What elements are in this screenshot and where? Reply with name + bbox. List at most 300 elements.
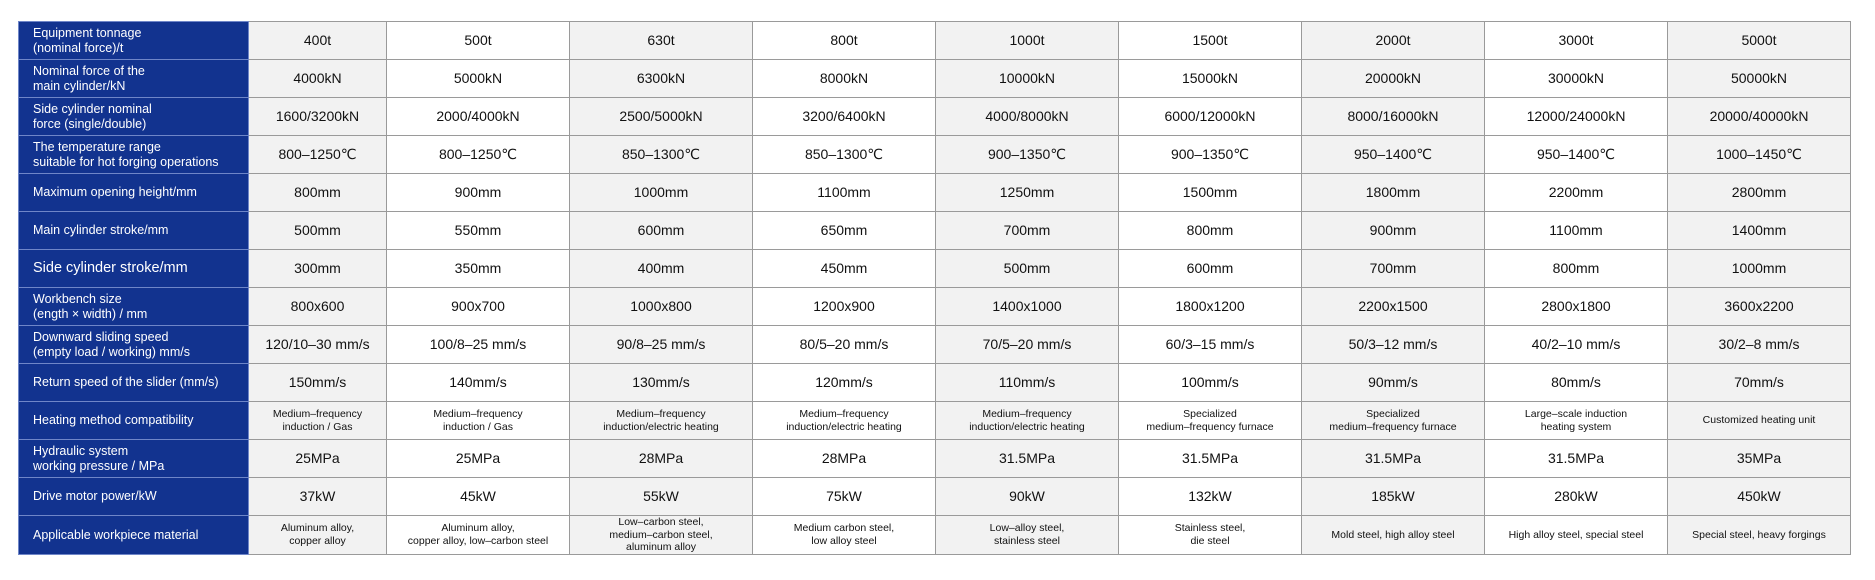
table-cell: [753, 60, 936, 98]
cell-line: 6000/12000kN: [1164, 108, 1256, 125]
table-cell: [1119, 288, 1302, 326]
table-cell: [1302, 288, 1485, 326]
cell-line: 1800x1200: [1175, 298, 1245, 315]
table-cell: [1119, 212, 1302, 250]
row-header: [19, 516, 249, 555]
row-header: [19, 60, 249, 98]
cell-line: Large–scale induction: [1524, 407, 1628, 420]
table-cell: [570, 288, 753, 326]
cell-line: 800mm: [1552, 260, 1600, 277]
table-cell: [1668, 402, 1851, 440]
table-cell: [570, 478, 753, 516]
cell-line: 40/2–10 mm/s: [1531, 336, 1621, 353]
cell-line: 280kW: [1554, 488, 1598, 505]
table-cell: [753, 288, 936, 326]
row-header: [19, 478, 249, 516]
cell-line: 450kW: [1737, 488, 1781, 505]
cell-line: 8000kN: [819, 70, 869, 87]
cell-line: 2000t: [1375, 32, 1411, 49]
table-cell: [1668, 212, 1851, 250]
table-cell: [936, 136, 1119, 174]
cell-line: 6300kN: [636, 70, 686, 87]
table-cell: [570, 326, 753, 364]
cell-line: 2800x1800: [1541, 298, 1611, 315]
table-cell: [570, 174, 753, 212]
table-cell: [1119, 60, 1302, 98]
cell-line: low alloy steel: [811, 534, 877, 547]
cell-line: 650mm: [820, 222, 868, 239]
table-cell: [1485, 478, 1668, 516]
cell-line: 3600x2200: [1724, 298, 1794, 315]
table-cell: [249, 326, 387, 364]
table-cell: [1485, 60, 1668, 98]
cell-line: 850–1300℃: [621, 146, 700, 163]
table-cell: [936, 364, 1119, 402]
table-cell: [936, 288, 1119, 326]
table-cell: [387, 136, 570, 174]
table-cell: [1485, 364, 1668, 402]
cell-line: 800t: [830, 32, 858, 49]
row-header-line: Maximum opening height/mm: [33, 185, 197, 200]
row-header-line: working pressure / MPa: [33, 458, 165, 473]
table-cell: [753, 326, 936, 364]
table-cell: [1119, 440, 1302, 478]
table-cell: [753, 478, 936, 516]
row-header-line: (empty load / working) mm/s: [33, 344, 190, 359]
table-cell: [936, 98, 1119, 136]
cell-line: 1000mm: [1731, 260, 1787, 277]
cell-line: 80/5–20 mm/s: [799, 336, 889, 353]
cell-line: 1000x800: [630, 298, 692, 315]
table-cell: [249, 174, 387, 212]
table-cell: [1119, 364, 1302, 402]
table-cell: [936, 440, 1119, 478]
row-header-line: Downward sliding speed: [33, 330, 169, 345]
table-cell: [936, 478, 1119, 516]
cell-line: 8000/16000kN: [1347, 108, 1439, 125]
table-cell: [1485, 212, 1668, 250]
row-header-line: The temperature range: [33, 140, 161, 155]
cell-line: copper alloy: [289, 534, 346, 547]
table-cell: [1119, 98, 1302, 136]
cell-line: 185kW: [1371, 488, 1415, 505]
cell-line: 20000/40000kN: [1709, 108, 1809, 125]
cell-line: medium–carbon steel,: [609, 528, 713, 541]
table-cell: [1302, 60, 1485, 98]
table-cell: [1668, 22, 1851, 60]
cell-line: 50000kN: [1730, 70, 1788, 87]
cell-line: 2200x1500: [1358, 298, 1428, 315]
cell-line: 450mm: [820, 260, 868, 277]
cell-line: 12000/24000kN: [1526, 108, 1626, 125]
table-cell: [1668, 174, 1851, 212]
cell-line: 1500mm: [1182, 184, 1238, 201]
table-cell: [1668, 250, 1851, 288]
table-cell: [1302, 402, 1485, 440]
cell-line: 700mm: [1003, 222, 1051, 239]
table-cell: [936, 22, 1119, 60]
table-cell: [753, 516, 936, 555]
cell-line: 500mm: [1003, 260, 1051, 277]
row-header-line: (nominal force)/t: [33, 40, 124, 55]
cell-line: 1200x900: [813, 298, 875, 315]
row-header-line: Applicable workpiece material: [33, 527, 199, 542]
cell-line: 120mm/s: [815, 374, 873, 391]
table-cell: [387, 364, 570, 402]
cell-line: 28MPa: [821, 450, 867, 467]
table-cell: [570, 22, 753, 60]
cell-line: 800mm: [1186, 222, 1234, 239]
row-header-line: Return speed of the slider (mm/s): [33, 375, 219, 390]
cell-line: induction / Gas: [282, 420, 353, 433]
table-cell: [570, 516, 753, 555]
cell-line: copper alloy, low–carbon steel: [407, 534, 549, 547]
table-cell: [387, 174, 570, 212]
table-row: [19, 440, 1851, 478]
table-cell: [1302, 174, 1485, 212]
table-row: [19, 212, 1851, 250]
table-cell: [1668, 326, 1851, 364]
cell-line: 90kW: [1009, 488, 1045, 505]
cell-line: 90/8–25 mm/s: [616, 336, 706, 353]
table-cell: [1302, 250, 1485, 288]
cell-line: 3000t: [1558, 32, 1594, 49]
table-cell: [1668, 516, 1851, 555]
table-cell: [753, 364, 936, 402]
table-cell: [1302, 440, 1485, 478]
table-row: [19, 250, 1851, 288]
table-cell: [1119, 326, 1302, 364]
cell-line: 1000t: [1009, 32, 1045, 49]
row-header-line: Side cylinder stroke/mm: [33, 260, 188, 277]
cell-line: Medium–frequency: [799, 407, 889, 420]
table-cell: [1485, 440, 1668, 478]
cell-line: 2800mm: [1731, 184, 1787, 201]
table-cell: [1302, 478, 1485, 516]
table-cell: [249, 98, 387, 136]
table-cell: [936, 516, 1119, 555]
table-cell: [1485, 98, 1668, 136]
cell-line: medium–frequency furnace: [1146, 420, 1274, 433]
cell-line: 700mm: [1369, 260, 1417, 277]
table-cell: [570, 136, 753, 174]
row-header-line: suitable for hot forging operations: [33, 154, 219, 169]
cell-line: 900–1350℃: [1170, 146, 1249, 163]
table-cell: [1668, 478, 1851, 516]
spec-table-container: [18, 21, 1850, 555]
cell-line: Medium–frequency: [616, 407, 706, 420]
table-cell: [249, 60, 387, 98]
cell-line: 25MPa: [455, 450, 501, 467]
row-header: [19, 212, 249, 250]
cell-line: 100mm/s: [1181, 374, 1239, 391]
table-cell: [753, 402, 936, 440]
table-cell: [249, 136, 387, 174]
table-cell: [570, 364, 753, 402]
cell-line: 3200/6400kN: [802, 108, 886, 125]
table-cell: [1485, 516, 1668, 555]
row-header-line: Hydraulic system: [33, 444, 129, 459]
cell-line: Aluminum alloy,: [280, 522, 355, 535]
cell-line: 950–1400℃: [1353, 146, 1432, 163]
cell-line: 1400mm: [1731, 222, 1787, 239]
table-cell: [249, 402, 387, 440]
cell-line: 10000kN: [998, 70, 1056, 87]
table-cell: [249, 212, 387, 250]
cell-line: 132kW: [1188, 488, 1232, 505]
cell-line: 2000/4000kN: [436, 108, 520, 125]
table-cell: [387, 478, 570, 516]
table-row: [19, 402, 1851, 440]
row-header-line: Workbench size: [33, 292, 122, 307]
cell-line: 37kW: [299, 488, 336, 505]
cell-line: 100/8–25 mm/s: [429, 336, 527, 353]
table-cell: [753, 212, 936, 250]
table-cell: [1302, 516, 1485, 555]
row-header: [19, 250, 249, 288]
cell-line: 1000mm: [633, 184, 689, 201]
table-cell: [1485, 326, 1668, 364]
table-cell: [1119, 516, 1302, 555]
cell-line: Medium–frequency: [982, 407, 1072, 420]
table-row: [19, 60, 1851, 98]
cell-line: 1100mm: [1549, 222, 1603, 239]
table-cell: [570, 212, 753, 250]
table-cell: [1302, 22, 1485, 60]
cell-line: 1800mm: [1365, 184, 1421, 201]
cell-line: induction/electric heating: [603, 420, 719, 433]
row-header-line: Heating method compatibility: [33, 413, 194, 428]
table-cell: [570, 250, 753, 288]
cell-line: Specialized: [1366, 407, 1420, 420]
table-cell: [1119, 402, 1302, 440]
cell-line: 900–1350℃: [987, 146, 1066, 163]
table-cell: [753, 136, 936, 174]
table-cell: [249, 22, 387, 60]
row-header: [19, 440, 249, 478]
cell-line: Specialized: [1183, 407, 1237, 420]
cell-line: 30000kN: [1547, 70, 1605, 87]
cell-line: 1600/3200kN: [275, 108, 360, 125]
table-cell: [1668, 60, 1851, 98]
table-cell: [1485, 250, 1668, 288]
table-row: [19, 174, 1851, 212]
cell-line: 800x600: [290, 298, 345, 315]
table-cell: [936, 60, 1119, 98]
cell-line: stainless steel: [994, 534, 1060, 547]
cell-line: 900mm: [454, 184, 502, 201]
table-cell: [249, 440, 387, 478]
row-header: [19, 136, 249, 174]
cell-line: 35MPa: [1736, 450, 1782, 467]
cell-line: Special steel, heavy forgings: [1692, 528, 1826, 541]
cell-line: 400mm: [637, 260, 685, 277]
cell-line: 60/3–15 mm/s: [1165, 336, 1255, 353]
table-cell: [1485, 402, 1668, 440]
cell-line: 1000–1450℃: [1716, 146, 1802, 163]
table-cell: [936, 326, 1119, 364]
table-cell: [387, 402, 570, 440]
table-row: [19, 326, 1851, 364]
cell-line: 1400x1000: [992, 298, 1062, 315]
cell-line: 31.5MPa: [998, 450, 1056, 467]
cell-line: 400t: [303, 32, 332, 49]
cell-line: 350mm: [454, 260, 502, 277]
cell-line: Medium carbon steel,: [793, 522, 895, 535]
table-cell: [570, 440, 753, 478]
cell-line: Customized heating unit: [1702, 414, 1816, 427]
cell-line: 800–1250℃: [438, 146, 517, 163]
table-cell: [1668, 364, 1851, 402]
table-row: [19, 516, 1851, 555]
cell-line: 110mm/s: [998, 374, 1056, 391]
cell-line: 140mm/s: [449, 374, 507, 391]
table-row: [19, 136, 1851, 174]
table-cell: [1668, 136, 1851, 174]
cell-line: Low–alloy steel,: [989, 522, 1065, 535]
cell-line: 50/3–12 mm/s: [1348, 336, 1438, 353]
table-cell: [1119, 174, 1302, 212]
table-cell: [387, 326, 570, 364]
row-header: [19, 98, 249, 136]
cell-line: 600mm: [637, 222, 685, 239]
cell-line: 15000kN: [1181, 70, 1239, 87]
table-cell: [1302, 364, 1485, 402]
cell-line: High alloy steel, special steel: [1508, 528, 1644, 541]
table-cell: [936, 250, 1119, 288]
table-cell: [1485, 136, 1668, 174]
row-header: [19, 402, 249, 440]
cell-line: 5000t: [1741, 32, 1777, 49]
cell-line: 1500t: [1192, 32, 1228, 49]
table-cell: [570, 60, 753, 98]
table-cell: [1485, 288, 1668, 326]
cell-line: 850–1300℃: [804, 146, 883, 163]
row-header-line: Drive motor power/kW: [33, 489, 157, 504]
cell-line: 28MPa: [638, 450, 684, 467]
row-header-line: Side cylinder nominal: [33, 102, 152, 117]
table-cell: [753, 98, 936, 136]
cell-line: 550mm: [454, 222, 502, 239]
cell-line: 31.5MPa: [1364, 450, 1422, 467]
cell-line: 300mm: [294, 260, 341, 277]
cell-line: 2200mm: [1548, 184, 1604, 201]
row-header: [19, 174, 249, 212]
cell-line: 5000kN: [453, 70, 503, 87]
row-header-line: force (single/double): [33, 116, 147, 131]
table-cell: [1668, 440, 1851, 478]
cell-line: Aluminum alloy,: [441, 522, 515, 535]
table-cell: [249, 288, 387, 326]
table-cell: [249, 516, 387, 555]
table-cell: [1668, 98, 1851, 136]
table-row: [19, 98, 1851, 136]
cell-line: 130mm/s: [632, 374, 690, 391]
cell-line: 120/10–30 mm/s: [265, 336, 370, 353]
cell-line: 900x700: [451, 298, 505, 315]
cell-line: 20000kN: [1364, 70, 1422, 87]
cell-line: heating system: [1540, 420, 1612, 433]
table-cell: [249, 478, 387, 516]
cell-line: 90mm/s: [1368, 374, 1418, 391]
table-row: [19, 22, 1851, 60]
cell-line: induction/electric heating: [969, 420, 1085, 433]
cell-line: induction / Gas: [442, 420, 514, 433]
table-cell: [1119, 136, 1302, 174]
cell-line: 500mm: [294, 222, 341, 239]
table-cell: [387, 212, 570, 250]
table-cell: [1119, 250, 1302, 288]
table-row: [19, 288, 1851, 326]
cell-line: 2500/5000kN: [619, 108, 703, 125]
cell-line: Medium–frequency: [272, 407, 363, 420]
table-cell: [1302, 326, 1485, 364]
row-header-line: (ength × width) / mm: [33, 306, 148, 321]
table-cell: [249, 364, 387, 402]
cell-line: 800mm: [294, 184, 341, 201]
table-cell: [753, 440, 936, 478]
table-cell: [1302, 98, 1485, 136]
cell-line: 950–1400℃: [1536, 146, 1615, 163]
spec-table-body: [19, 22, 1851, 555]
table-cell: [249, 250, 387, 288]
cell-line: 1250mm: [999, 184, 1055, 201]
table-cell: [1302, 136, 1485, 174]
spec-table: [18, 21, 1851, 555]
cell-line: aluminum alloy: [625, 541, 697, 554]
row-header: [19, 288, 249, 326]
cell-line: 500t: [464, 32, 492, 49]
table-cell: [387, 516, 570, 555]
cell-line: 31.5MPa: [1181, 450, 1239, 467]
cell-line: induction/electric heating: [786, 420, 902, 433]
cell-line: 900mm: [1369, 222, 1417, 239]
cell-line: 1100mm: [817, 184, 871, 201]
cell-line: 800–1250℃: [278, 146, 357, 163]
table-cell: [1485, 22, 1668, 60]
table-cell: [1485, 174, 1668, 212]
row-header-line: Equipment tonnage: [33, 26, 142, 41]
cell-line: 630t: [647, 32, 675, 49]
row-header: [19, 22, 249, 60]
cell-line: 31.5MPa: [1547, 450, 1605, 467]
table-cell: [1302, 212, 1485, 250]
cell-line: 150mm/s: [288, 374, 347, 391]
table-cell: [387, 98, 570, 136]
table-cell: [1119, 22, 1302, 60]
cell-line: 70/5–20 mm/s: [982, 336, 1072, 353]
table-cell: [387, 60, 570, 98]
cell-line: 80mm/s: [1551, 374, 1601, 391]
table-cell: [1668, 288, 1851, 326]
table-cell: [753, 174, 936, 212]
table-row: [19, 478, 1851, 516]
cell-line: Medium–frequency: [433, 407, 523, 420]
row-header-line: Nominal force of the: [33, 64, 145, 79]
cell-line: 30/2–8 mm/s: [1718, 336, 1800, 353]
table-cell: [753, 22, 936, 60]
row-header: [19, 364, 249, 402]
cell-line: 4000kN: [293, 70, 342, 87]
table-cell: [570, 98, 753, 136]
table-cell: [753, 250, 936, 288]
cell-line: 70mm/s: [1734, 374, 1784, 391]
cell-line: 25MPa: [295, 450, 340, 467]
row-header-line: main cylinder/kN: [33, 78, 126, 93]
cell-line: 55kW: [643, 488, 679, 505]
cell-line: 75kW: [826, 488, 862, 505]
cell-line: medium–frequency furnace: [1329, 420, 1457, 433]
